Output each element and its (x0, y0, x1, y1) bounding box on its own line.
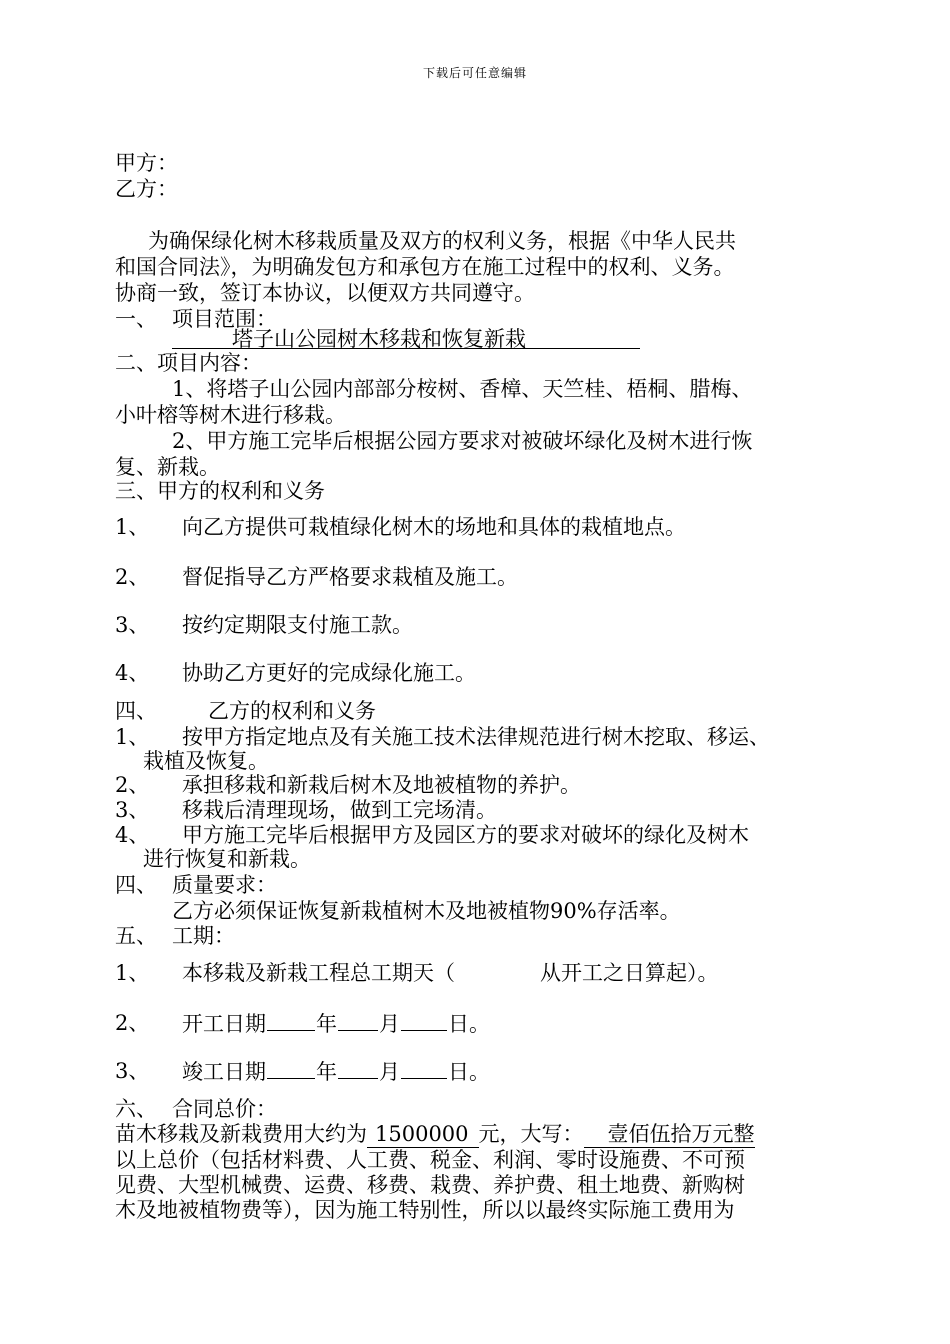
list-item-number: 4、 (115, 661, 150, 685)
page-header: 下载后可任意编辑 (422, 66, 527, 80)
list-item-number: 3、 (115, 1059, 150, 1083)
month-label: 月 (379, 1060, 400, 1084)
list-item-number: 1、 (115, 515, 150, 539)
price-prefix: 苗木移栽及新栽费用大约为 (115, 1122, 367, 1146)
section-7-title: 合同总价： (172, 1097, 277, 1121)
section-2-title: 二、项目内容： (115, 351, 262, 375)
intro-line: 和国合同法》，为明确发包方和承包方在施工过程中的权利、义务。 (115, 255, 735, 279)
price-line (115, 1121, 755, 1148)
intro-line: 协商一致，签订本协议，以便双方共同遵守。 (115, 281, 535, 305)
section-1-title: 项目范围： (172, 307, 277, 331)
list-item: 承担移栽和新栽后树木及地被植物的养护。 (182, 773, 581, 797)
content-line: 小叶榕等树木进行移栽。 (115, 403, 346, 427)
list-item-number: 2、 (115, 773, 150, 797)
price-note-line: 见费、大型机械费、运费、移费、栽费、养护费、租土地费、新购树 (115, 1173, 745, 1197)
list-item-number: 2、 (115, 565, 150, 589)
content-line: 复、新栽。 (115, 455, 220, 479)
list-item: 督促指导乙方严格要求栽植及施工。 (182, 565, 518, 589)
intro-line: 为确保绿化树木移栽质量及双方的权利义务，根据《中华人民共 (148, 229, 736, 253)
end-year-field[interactable] (267, 1058, 315, 1079)
project-name: 塔子山公园树木移栽和恢复新栽 (232, 327, 526, 351)
start-date-label: 开工日期 (182, 1012, 266, 1036)
price-middle: 元，大写： (478, 1122, 584, 1146)
party-a-label: 甲方： (115, 151, 178, 175)
start-date-line (182, 1010, 490, 1037)
month-label: 月 (379, 1012, 400, 1036)
section-4-title: 乙方的权利和义务 (208, 699, 376, 723)
list-item: 甲方施工完毕后根据甲方及园区方的要求对破坏的绿化及树木 (182, 823, 749, 847)
section-6-number: 五、 (115, 924, 157, 948)
year-label: 年 (316, 1060, 337, 1084)
end-month-field[interactable] (338, 1058, 378, 1079)
list-item: 协助乙方更好的完成绿化施工。 (182, 661, 476, 685)
list-item-number: 1、 (115, 961, 150, 985)
party-b-label: 乙方： (115, 177, 178, 201)
price-note-line: 以上总价（包括材料费、人工费、税金、利润、零时设施费、不可预 (115, 1148, 745, 1172)
list-item: 向乙方提供可栽植绿化树木的场地和具体的栽植地点。 (182, 515, 686, 539)
section-7-number: 六、 (115, 1097, 157, 1121)
duration-text: 本移栽及新栽工程总工期天（ (182, 961, 455, 985)
start-month-field[interactable] (338, 1010, 378, 1031)
section-1-number: 一、 (115, 307, 157, 331)
year-label: 年 (316, 1012, 337, 1036)
day-label: 日。 (448, 1060, 490, 1084)
price-note-line: 木及地被植物费等），因为施工特别性，所以以最终实际施工费用为 (115, 1198, 735, 1222)
quality-requirement: 乙方必须保证恢复新栽植树木及地被植物90%存活率。 (172, 899, 681, 923)
section-4-number: 四、 (115, 699, 157, 723)
list-item-continued: 栽植及恢复。 (143, 749, 269, 773)
section-5-number: 四、 (115, 873, 157, 897)
list-item-number: 4、 (115, 823, 150, 847)
list-item-number: 3、 (115, 613, 150, 637)
list-item: 按甲方指定地点及有关施工技术法律规范进行树木挖取、移运、 (182, 725, 770, 749)
price-amount-chinese: 壹佰伍拾万元整 (584, 1121, 755, 1148)
end-day-field[interactable] (401, 1058, 447, 1079)
list-item: 按约定期限支付施工款。 (182, 613, 413, 637)
section-3-title: 三、甲方的权利和义务 (115, 479, 325, 503)
content-line: 2、甲方施工完毕后根据公园方要求对被破坏绿化及树木进行恢 (172, 429, 753, 453)
list-item: 移栽后清理现场，做到工完场清。 (182, 798, 497, 822)
start-day-field[interactable] (401, 1010, 447, 1031)
price-amount: 1500000 (367, 1121, 479, 1148)
start-year-field[interactable] (267, 1010, 315, 1031)
list-item-continued: 进行恢复和新栽。 (143, 847, 311, 871)
list-item-number: 1、 (115, 725, 150, 749)
section-6-title: 工期： (172, 924, 235, 948)
section-5-title: 质量要求： (172, 873, 277, 897)
day-label: 日。 (448, 1012, 490, 1036)
content-line: 1、将塔子山公园内部部分桉树、香樟、天竺桂、梧桐、腊梅、 (172, 377, 753, 401)
list-item-number: 2、 (115, 1011, 150, 1035)
list-item-number: 3、 (115, 798, 150, 822)
duration-note: 从开工之日算起）。 (540, 961, 719, 985)
end-date-label: 竣工日期 (182, 1060, 266, 1084)
end-date-line (182, 1058, 490, 1085)
